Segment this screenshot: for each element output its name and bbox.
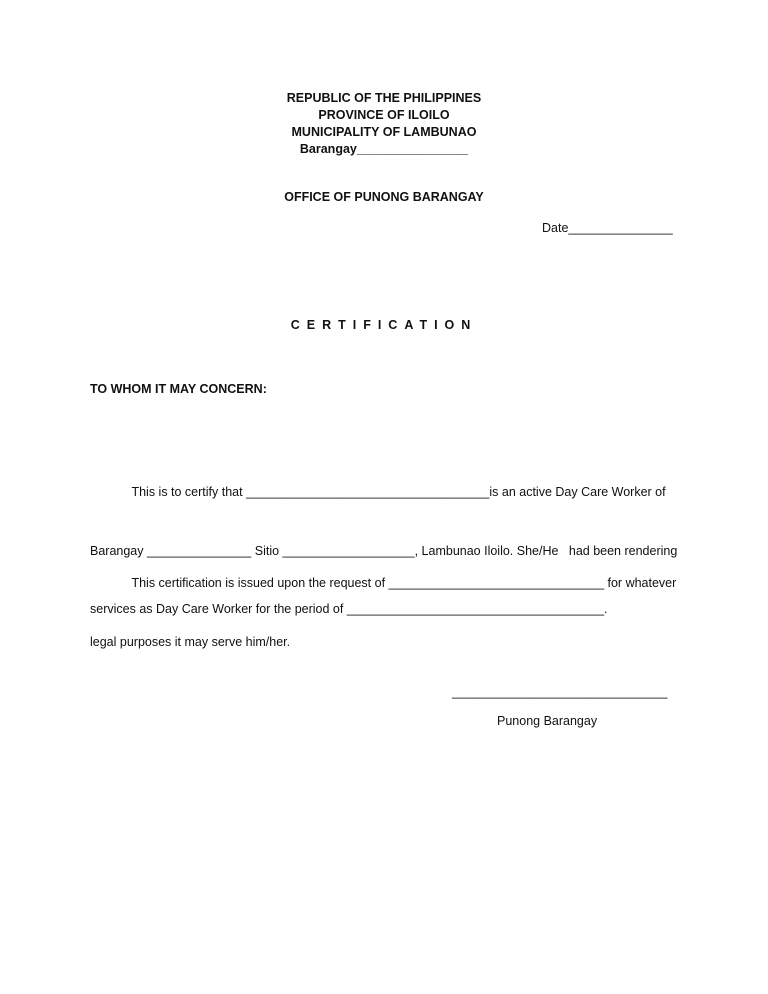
municipality-heading: MUNICIPALITY OF LAMBUNAO [291,125,477,139]
date-blank-line: Date_______________ [542,221,673,235]
paragraph-line: Barangay _______________ Sitio ___________________, Lambunao Iloilo. She/He had been rendering [90,543,678,558]
signatory-title: Punong Barangay [497,714,598,728]
barangay-blank-line: Barangay________________ [299,142,469,156]
paragraph-line: legal purposes it may serve him/her. [90,634,291,649]
republic-heading: REPUBLIC OF THE PHILIPPINES [286,91,482,105]
paragraph-line: This is to certify that ___________________________________is an active Day Care Worker of [90,485,666,499]
salutation: TO WHOM IT MAY CONCERN: [90,382,267,396]
letterhead [0,90,768,158]
certification-title: CERTIFICATION [290,318,478,332]
paragraph-line: services as Day Care Worker for the period of _____________________________________. [90,602,608,616]
request-paragraph [90,535,682,672]
signature-blank-line: _______________________________ [452,685,668,699]
office-title: OFFICE OF PUNONG BARANGAY [284,190,484,204]
province-heading: PROVINCE OF ILOILO [318,108,450,122]
paragraph-line: This certification is issued upon the request of _______________________________ for whatever [90,576,677,590]
